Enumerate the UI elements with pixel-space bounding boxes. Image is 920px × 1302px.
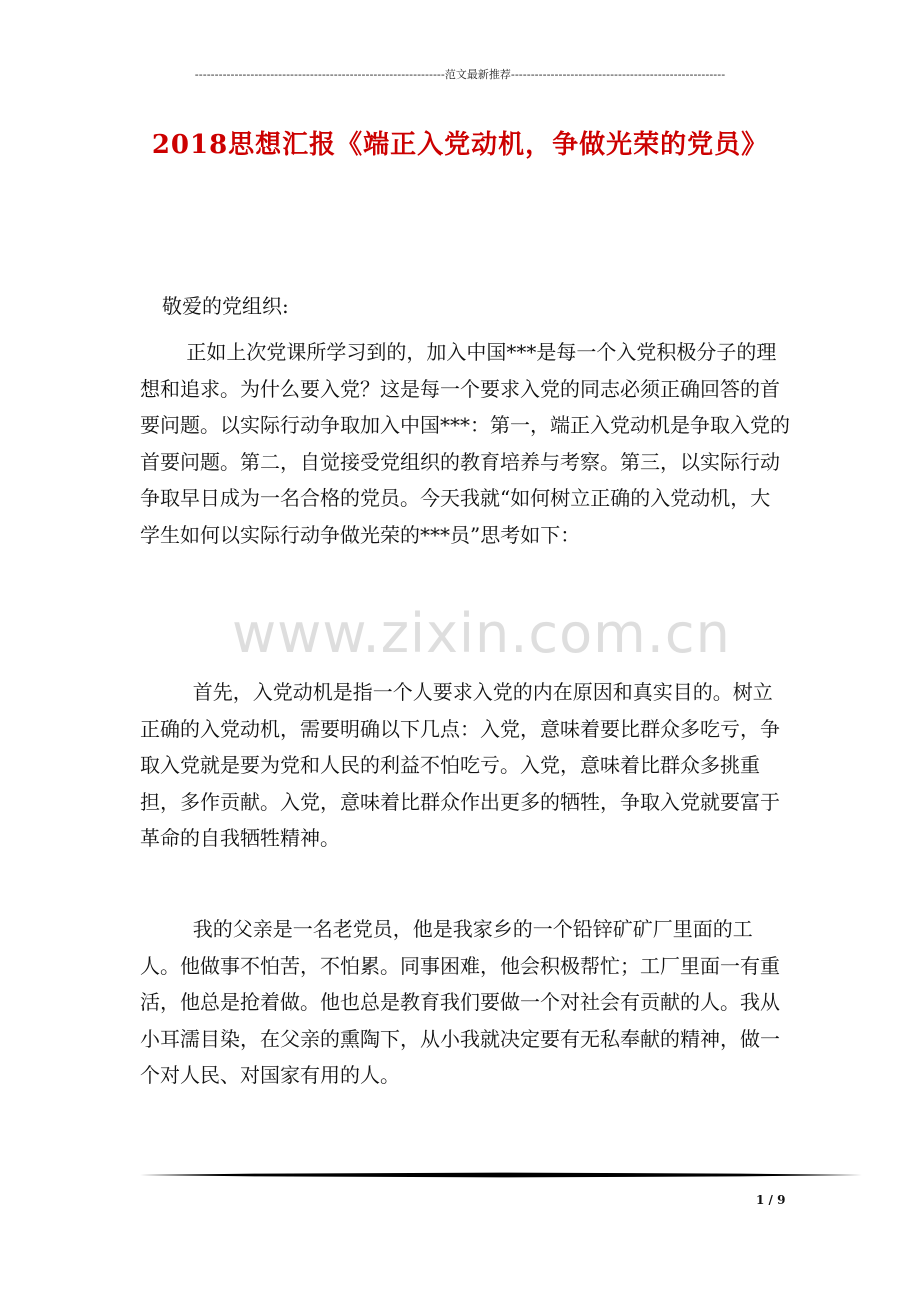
page-number: 1 / 9 — [756, 1193, 786, 1207]
footer-divider — [140, 1172, 862, 1178]
body-paragraph-3 — [140, 911, 790, 1094]
watermark: www.zixin.com.cn — [232, 602, 731, 665]
body-paragraph-1 — [140, 334, 790, 554]
salutation: 敬爱的党组织: — [162, 294, 289, 318]
header-banner: ---------------------------------------------------------------范文最新推荐------------------------------------------------------ — [194, 68, 726, 81]
body-paragraph-2 — [140, 674, 790, 857]
paragraph-text: 首先，入党动机是指一个人要求入党的内在原因和真实目的。树立正确的入党动机，需要明确以下几点：入党，意味着要比群众多吃亏，争取入党就是要为党和人民的利益不怕吃亏。入党，意味着比群众多挑重担，多作贡献。入党，意味着比群众作出更多的牺牲，争取入党就要富于革命的自我牺牲精神。 — [140, 680, 780, 851]
paragraph-text: 正如上次党课所学习到的，加入中国***是每一个入党积极分子的理想和追求。为什么要入党？这是每一个要求入党的同志必须正确回答的首要问题。以实际行动争取加入中国***：第一，端正入党动机是争取入党的首要问题。第二，自觉接受党组织的教育培养与考察。第三，以实际行动争取早日成为一名合格的党员。今天我就“如何树立正确的入党动机，大学生如何以实际行动争做光荣的***员”思考如下： — [140, 340, 790, 547]
paragraph-text: 我的父亲是一名老党员，他是我家乡的一个铅锌矿矿厂里面的工人。他做事不怕苦，不怕累。同事困难，他会积极帮忙；工厂里面一有重活，他总是抢着做。他也总是教育我们要做一个对社会有贡献的人。我从小耳濡目染，在父亲的熏陶下，从小我就决定要有无私奉献的精神，做一个对人民、对国家有用的人。 — [140, 917, 780, 1088]
document-title: 2018思想汇报《端正入党动机，争做光荣的党员》 — [151, 130, 769, 160]
